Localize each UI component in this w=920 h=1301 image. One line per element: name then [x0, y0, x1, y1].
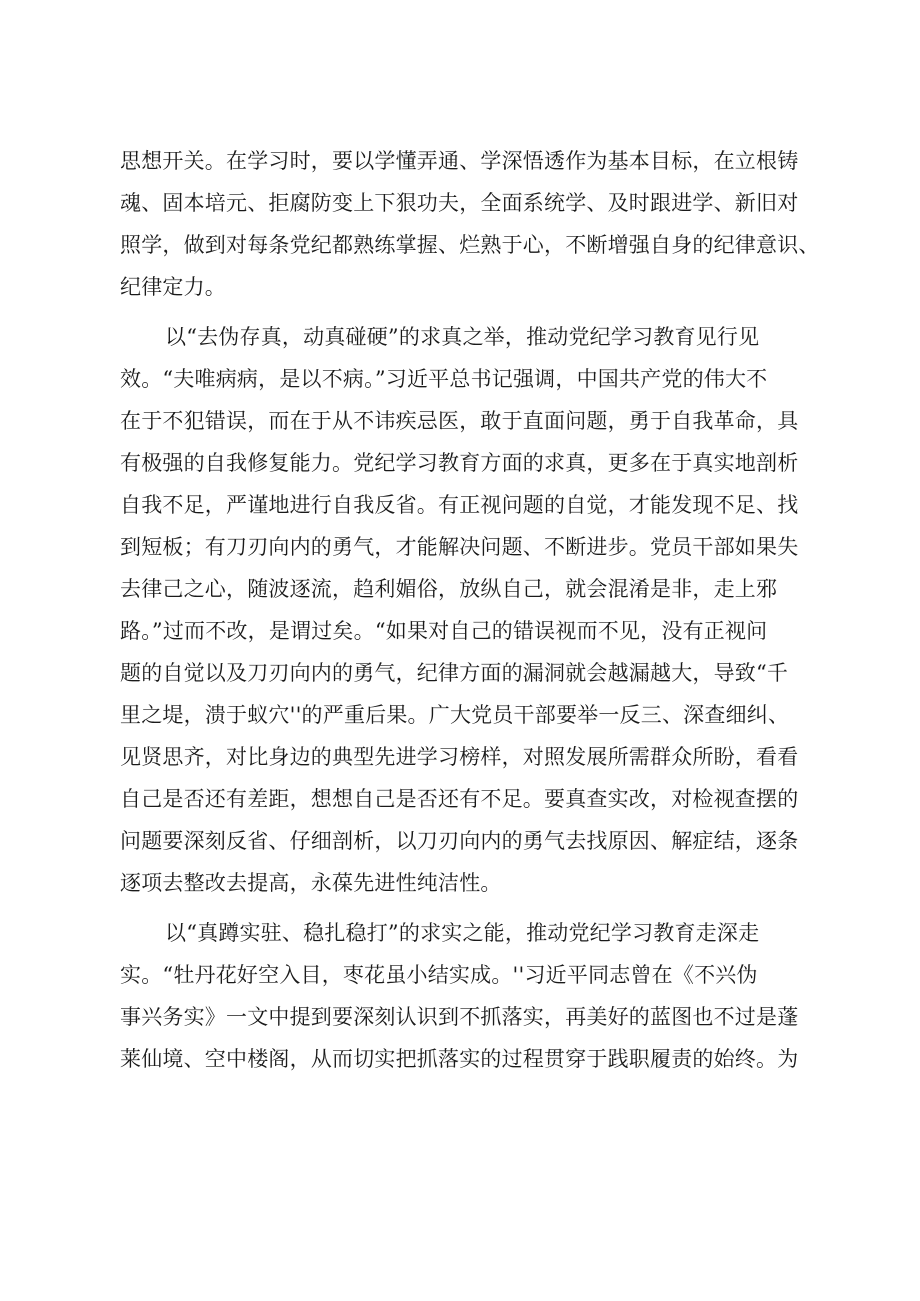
text-line: 思想开关。在学习时，要以学懂弄通、学深悟透作为基本目标，在立根铸 — [120, 149, 799, 173]
text-line: 莱仙境、空中楼阁，从而切实把抓落实的过程贯穿于践职履责的始终。为 — [120, 1047, 799, 1071]
text-line: 自我不足，严谨地进行自我反省。有正视问题的自觉，才能发现不足、找 — [120, 493, 799, 517]
text-line: 到短板；有刀刃向内的勇气，才能解决问题、不断进步。党员干部如果失 — [120, 535, 799, 559]
text-line: 事兴务实》一文中提到要深刻认识到不抓落实，再美好的蓝图也不过是蓬 — [120, 1005, 799, 1029]
text-line: 有极强的自我修复能力。党纪学习教育方面的求真，更多在于真实地剖析 — [120, 451, 799, 475]
text-line: 见贤思齐，对比身边的典型先进学习榜样，对照发展所需群众所盼，看看 — [120, 745, 799, 769]
text-line: 问题要深刻反省、仔细剖析，以刀刃向内的勇气去找原因、解症结，逐条 — [120, 829, 799, 853]
text-line: 逐项去整改去提高，永葆先进性纯洁性。 — [120, 871, 502, 895]
text-line: 题的自觉以及刀刃向内的勇气，纪律方面的漏洞就会越漏越大，导致“千 — [120, 661, 789, 685]
text-line: 魂、固本培元、拒腐防变上下狠功夫，全面系统学、及时跟进学、新旧对 — [120, 191, 799, 215]
paragraph — [120, 140, 820, 308]
paragraph-spacer — [120, 904, 800, 912]
text-line: 以“真蹲实驻、稳扎稳打”的求实之能，推动党纪学习教育走深走 — [165, 921, 760, 945]
text-line: 以“去伪存真，动真碰硬”的求真之举，推动党纪学习教育见行见 — [165, 325, 760, 349]
text-line: 在于不犯错误，而在于从不讳疾忌医，敢于直面问题，勇于自我革命，具 — [120, 409, 799, 433]
paragraph — [120, 912, 800, 1080]
text-line: 纪律定力。 — [120, 275, 226, 299]
paragraph — [120, 316, 800, 904]
paragraph-spacer — [120, 308, 800, 316]
text-line: 照学，做到对每条党纪都熟练掌握、烂熟于心，不断增强自身的纪律意识、 — [120, 233, 820, 257]
document-body — [120, 140, 820, 1080]
text-line: 路。”过而不改，是谓过矣。“如果对自己的错误视而不见，没有正视问 — [120, 619, 768, 643]
text-line: 实。“牡丹花好空入目，枣花虽小结实成。''习近平同志曾在《不兴伪 — [120, 963, 758, 987]
text-line: 效。“夫唯病病，是以不病。”习近平总书记强调，中国共产党的伟大不 — [120, 367, 768, 391]
text-line: 自己是否还有差距，想想自己是否还有不足。要真查实改，对检视查摆的 — [120, 787, 799, 811]
text-line: 去律己之心，随波逐流，趋利媚俗，放纵自己，就会混淆是非，走上邪 — [120, 577, 778, 601]
text-line: 里之堤，溃于蚁穴''的严重后果。广大党员干部要举一反三、深查细纠、 — [120, 703, 790, 727]
